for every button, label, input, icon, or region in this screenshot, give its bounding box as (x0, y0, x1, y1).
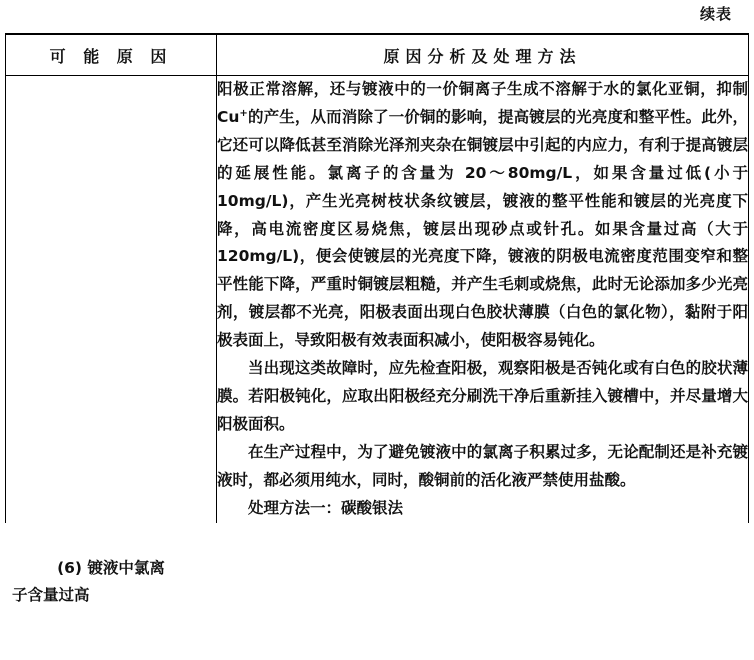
table-header-row (6, 34, 749, 76)
cause-line-1: (6) 镀液中氯离 (57, 559, 165, 577)
analysis-paragraph-3: 在生产过程中，为了避免镀液中的氯离子积累过多，无论配制还是补充镀液时，都必须用纯水，同时，酸铜前的活化液严禁使用盐酸。 (217, 442, 748, 489)
troubleshooting-table (5, 33, 749, 604)
header-cause: 可 能 原 因 (6, 34, 217, 76)
continued-label: 续表 (699, 5, 732, 23)
analysis-p1-text-a: 阳极正常溶解，还与镀液中的一价铜离子生成不溶解于水的氯化亚铜，抑制 Cu (217, 80, 748, 126)
cause-cell (6, 76, 217, 604)
treatment-method-heading: 处理方法一：碳酸银法 (248, 498, 404, 517)
cause-line-2: 子含量过高 (12, 586, 90, 604)
table-row (6, 76, 749, 523)
analysis-paragraph-2: 当出现这类故障时，应先检查阳极，观察阳极是否钝化或有白色的胶状薄膜。若阳极钝化，应取出阳极经充分刷洗干净后重新挂入镀槽中，并尽量增大阳极面积。 (217, 359, 748, 433)
analysis-p1-text-b: 的产生，从而消除了一价铜的影响，提高镀层的光亮度和整平性。此外，它还可以降低甚至消除光泽剂夹杂在铜镀层中引起的内应力，有利于提高镀层的延展性能。氯离子的含量为 20～80mg/L，如果含量过低(小于 10mg/L)，产生光亮树枝状条纹镀层，镀液的整平性能和镀层的光亮度下降，高电流密度区易烧焦，镀层出现砂点或针孔。如果含量过高（大于 120mg/L)，便会使镀层的光亮度下降，镀液的阴极电流密度范围变窄和整平性能下降，严重时铜镀层粗糙，并产生毛刺或烧焦，此时无论添加多少光亮剂，镀层都不光亮，阳极表面出现白色胶状薄膜（白色的氯化物），黏附于阳极表面上，导致阳极有效表面积减小，使阳极容易钝化。 (217, 107, 748, 350)
header-analysis: 原因分析及处理方法 (217, 34, 749, 76)
cu-ion-superscript: + (239, 107, 248, 119)
analysis-paragraph-1 (217, 76, 748, 355)
analysis-cell (217, 76, 749, 523)
cause-text (6, 555, 216, 609)
